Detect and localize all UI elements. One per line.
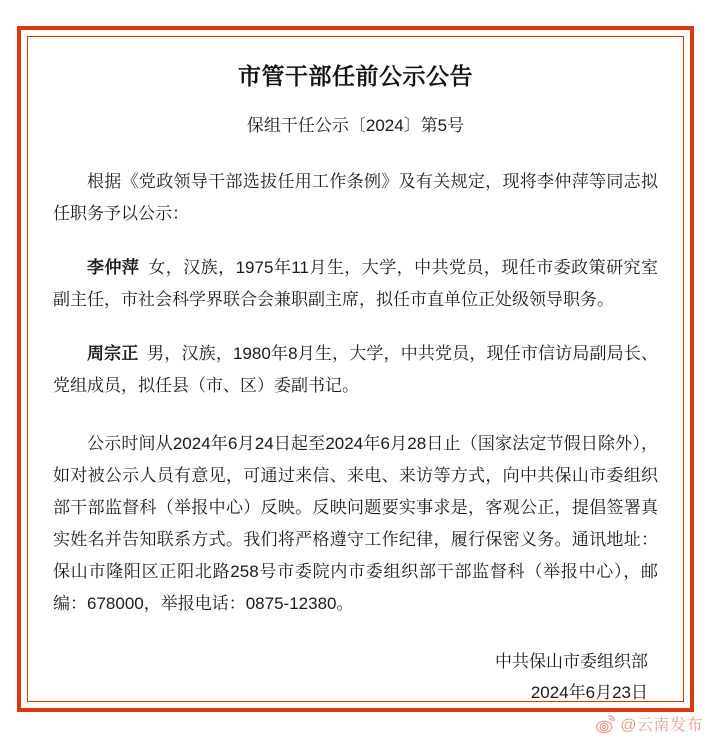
person-details: 男，汉族，1980年8月生，大学，中共党员，现任市信访局副局长、党组成员，拟任县（市、区）委副书记。: [53, 343, 659, 395]
lead-paragraph: 根据《党政领导干部选拔任用工作条例》及有关规定，现将李仲萍等同志拟任职务予以公示：: [53, 171, 658, 223]
person-entry: [53, 338, 658, 402]
signature-organization: 中共保山市委组织部: [495, 651, 648, 671]
document-border-outer: [17, 26, 694, 712]
notice-paragraph: 公示时间从2024年6月24日起至2024年6月28日止（国家法定节假日除外），如对被公示人员有意见，可通过来信、来电、来访等方式，向中共保山市委组织部干部监督科（举报中心）反映。反映问题要实事求是，客观公正，提倡签署真实姓名并告知联系方式。我们将严格遵守工作纪律，履行保密义务。通讯地址：保山市隆阳区正阳北路258号市委院内市委组织部干部监督科（举报中心），邮编：678000，举报电话：0875-12380。: [53, 433, 658, 613]
signature-block: [53, 646, 658, 708]
watermark-text: @云南发布: [620, 717, 703, 734]
person-details: 女，汉族，1975年11月生，大学，中共党员，现任市委政策研究室副主任，市社会科学界联合会兼职副主席，拟任市直单位正处级领导职务。: [53, 257, 658, 309]
document-number: 保组干任公示〔2024〕第5号: [246, 116, 465, 136]
person-entry: [53, 252, 658, 316]
page-title: 市管干部任前公示公告: [238, 63, 473, 89]
weibo-watermark: [595, 712, 703, 735]
person-name: 李仲萍: [87, 257, 140, 277]
weibo-icon: [595, 713, 617, 735]
person-name: 周宗正: [87, 343, 139, 363]
signature-date: 2024年6月23日: [530, 682, 648, 702]
document-body: [21, 30, 690, 708]
